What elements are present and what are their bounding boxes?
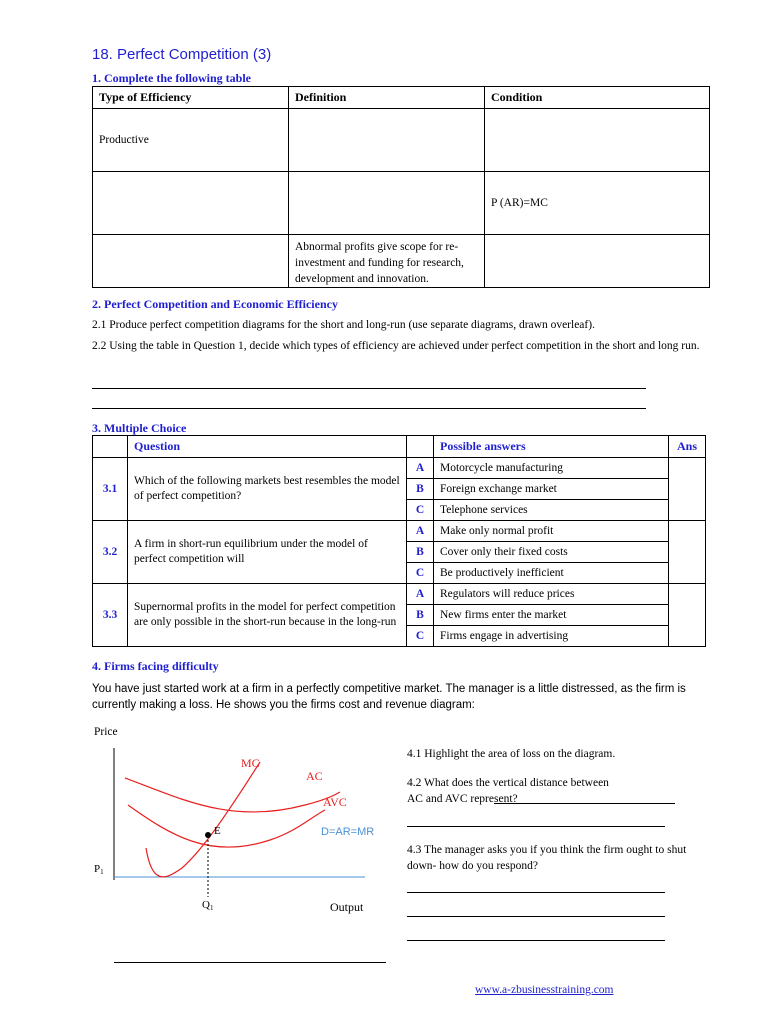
efficiency-table xyxy=(92,86,710,288)
question-text: Which of the following markets best resembles the model of perfect competition? xyxy=(128,458,407,521)
demand-label: D=AR=MR xyxy=(321,826,375,838)
header-ans: Ans xyxy=(669,436,706,458)
q1-label: Q1 xyxy=(202,899,214,912)
table-header-row xyxy=(93,87,710,109)
p1-label: P1 xyxy=(94,863,104,876)
table-row xyxy=(93,458,706,479)
cell-type[interactable] xyxy=(93,172,289,235)
header-type: Type of Efficiency xyxy=(93,87,289,109)
mc-label: MC xyxy=(241,756,260,770)
header-condition: Condition xyxy=(485,87,710,109)
option-text[interactable]: Be productively inefficient xyxy=(434,563,669,584)
answer-line[interactable] xyxy=(407,940,665,941)
option-letter: B xyxy=(407,605,434,626)
cell-definition[interactable]: Abnormal profits give scope for re-investment and funding for research, development and innovation. xyxy=(289,235,485,288)
ac-label: AC xyxy=(306,769,323,783)
option-text[interactable]: Cover only their fixed costs xyxy=(434,542,669,563)
header-question: Question xyxy=(128,436,407,458)
table-header-row xyxy=(93,436,706,458)
option-text[interactable]: Regulators will reduce prices xyxy=(434,584,669,605)
option-letter: B xyxy=(407,479,434,500)
cell-definition[interactable] xyxy=(289,172,485,235)
page-title: 18. Perfect Competition (3) xyxy=(92,46,272,63)
option-letter: B xyxy=(407,542,434,563)
answer-cell[interactable] xyxy=(669,521,706,584)
point-e xyxy=(205,832,211,838)
answer-line[interactable] xyxy=(407,916,665,917)
option-letter: C xyxy=(407,500,434,521)
answer-line[interactable] xyxy=(494,803,675,804)
section4-heading: 4. Firms facing difficulty xyxy=(92,659,219,673)
multiple-choice-table xyxy=(92,435,706,647)
question-4-1: 4.1 Highlight the area of loss on the diagram. xyxy=(407,748,616,760)
header-num xyxy=(93,436,128,458)
point-e-label: E xyxy=(214,825,221,837)
option-text[interactable]: Make only normal profit xyxy=(434,521,669,542)
option-text[interactable]: Firms engage in advertising xyxy=(434,626,669,647)
question-4-2: 4.2 What does the vertical distance between AC and AVC represent? xyxy=(407,777,609,805)
question-number: 3.2 xyxy=(93,521,128,584)
header-definition: Definition xyxy=(289,87,485,109)
answer-line[interactable] xyxy=(92,388,646,389)
question-2-2: 2.2 Using the table in Question 1, decide which types of efficiency are achieved under perfect competition in the short and long run. xyxy=(92,340,700,352)
answer-cell[interactable] xyxy=(669,584,706,647)
section4-intro: You have just started work at a firm in a perfectly competitive market. The manager is a little distressed, as the firm is currently making a loss. He shows you the firms cost and revenue diagram: xyxy=(92,683,686,711)
cell-condition[interactable]: P (AR)=MC xyxy=(485,172,710,235)
table-row xyxy=(93,584,706,605)
table-row xyxy=(93,235,710,288)
section2-heading: 2. Perfect Competition and Economic Efficiency xyxy=(92,297,338,311)
x-axis-label: Output xyxy=(330,900,364,914)
option-letter: C xyxy=(407,563,434,584)
header-letter xyxy=(407,436,434,458)
option-letter: A xyxy=(407,584,434,605)
answer-line[interactable] xyxy=(92,408,646,409)
option-letter: A xyxy=(407,458,434,479)
mc-curve xyxy=(146,762,260,877)
table-row xyxy=(93,172,710,235)
answer-line[interactable] xyxy=(407,892,665,893)
cell-type[interactable] xyxy=(93,235,289,288)
question-text: A firm in short-run equilibrium under the model of perfect competition will xyxy=(128,521,407,584)
answer-line[interactable] xyxy=(407,826,665,827)
y-axis-label: Price xyxy=(94,726,118,738)
option-text[interactable]: New firms enter the market xyxy=(434,605,669,626)
answer-cell[interactable] xyxy=(669,458,706,521)
option-text[interactable]: Telephone services xyxy=(434,500,669,521)
question-text: Supernormal profits in the model for perfect competition are only possible in the short-run because in the long-run xyxy=(128,584,407,647)
option-text[interactable]: Motorcycle manufacturing xyxy=(434,458,669,479)
cell-condition[interactable] xyxy=(485,109,710,172)
avc-curve xyxy=(128,805,325,847)
table-row xyxy=(93,521,706,542)
option-letter: C xyxy=(407,626,434,647)
question-2-1: 2.1 Produce perfect competition diagrams for the short and long-run (use separate diagrams, drawn overleaf). xyxy=(92,319,595,331)
cost-revenue-diagram xyxy=(90,740,390,930)
header-answers: Possible answers xyxy=(434,436,669,458)
option-letter: A xyxy=(407,521,434,542)
section1-heading: 1. Complete the following table xyxy=(92,71,251,85)
ac-curve xyxy=(125,778,340,812)
section3-heading: 3. Multiple Choice xyxy=(92,421,187,435)
table-row xyxy=(93,109,710,172)
avc-label: AVC xyxy=(323,795,347,809)
cell-type[interactable]: Productive xyxy=(93,109,289,172)
question-number: 3.1 xyxy=(93,458,128,521)
footer-link[interactable]: www.a-zbusinesstraining.com xyxy=(475,984,614,996)
cell-condition[interactable] xyxy=(485,235,710,288)
question-number: 3.3 xyxy=(93,584,128,647)
question-4-3: 4.3 The manager asks you if you think the firm ought to shut down- how do you respond? xyxy=(407,844,687,872)
answer-line[interactable] xyxy=(114,962,386,963)
cell-definition[interactable] xyxy=(289,109,485,172)
option-text[interactable]: Foreign exchange market xyxy=(434,479,669,500)
